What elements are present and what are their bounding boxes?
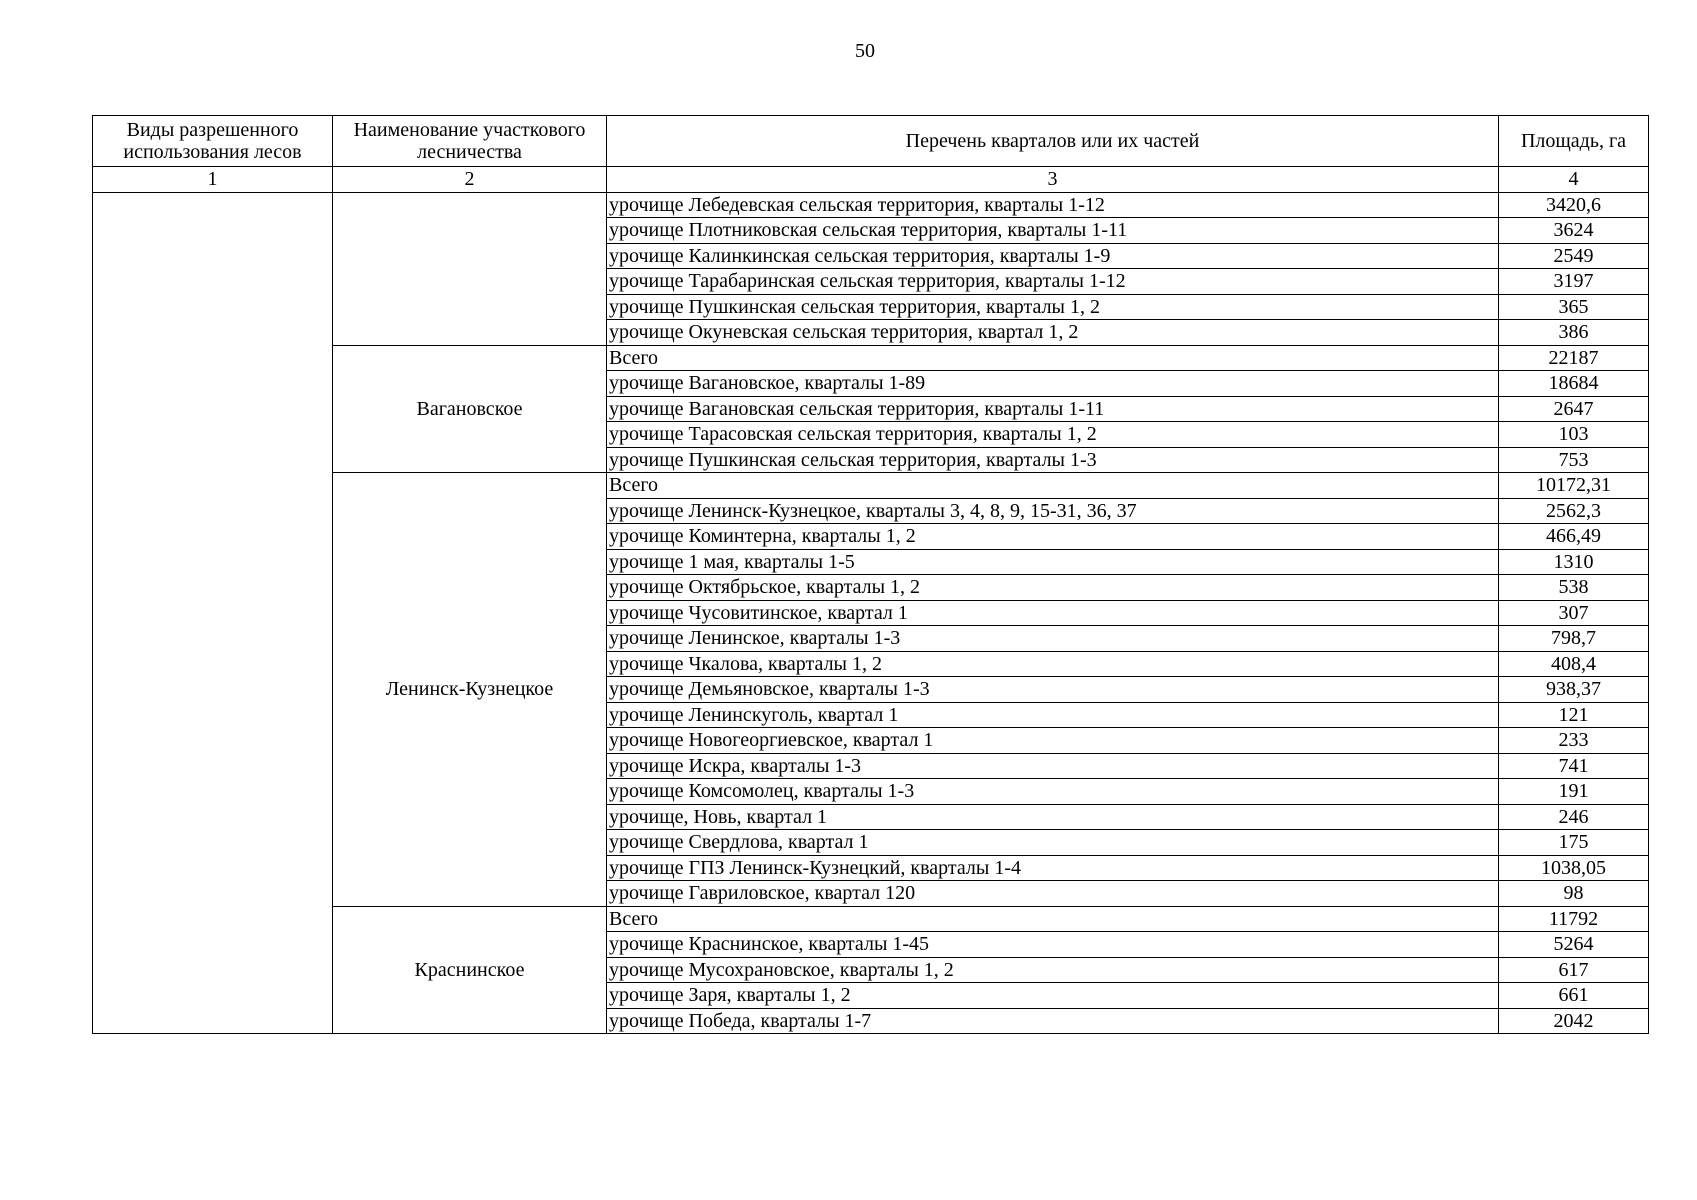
quarters-cell: урочище Искра, кварталы 1-3 bbox=[607, 753, 1499, 779]
area-cell: 191 bbox=[1499, 779, 1649, 805]
column-number: 3 bbox=[607, 167, 1499, 193]
table-body bbox=[93, 192, 1649, 1034]
area-cell: 307 bbox=[1499, 600, 1649, 626]
area-cell: 538 bbox=[1499, 575, 1649, 601]
area-cell: 1310 bbox=[1499, 549, 1649, 575]
area-cell: 2562,3 bbox=[1499, 498, 1649, 524]
area-cell: 753 bbox=[1499, 447, 1649, 473]
quarters-cell: Всего bbox=[607, 473, 1499, 499]
area-cell: 121 bbox=[1499, 702, 1649, 728]
column-number: 4 bbox=[1499, 167, 1649, 193]
header-area: Площадь, га bbox=[1499, 116, 1649, 167]
quarters-cell: урочище ГПЗ Ленинск-Кузнецкий, кварталы 1-4 bbox=[607, 855, 1499, 881]
area-cell: 2647 bbox=[1499, 396, 1649, 422]
header-forestry-name: Наименование участкового лесничества bbox=[333, 116, 607, 167]
area-cell: 103 bbox=[1499, 422, 1649, 448]
table-row bbox=[93, 192, 1649, 218]
quarters-cell: урочище, Новь, квартал 1 bbox=[607, 804, 1499, 830]
area-cell: 2549 bbox=[1499, 243, 1649, 269]
area-cell: 175 bbox=[1499, 830, 1649, 856]
quarters-cell: урочище Ленинскуголь, квартал 1 bbox=[607, 702, 1499, 728]
area-cell: 233 bbox=[1499, 728, 1649, 754]
area-cell: 3197 bbox=[1499, 269, 1649, 295]
area-cell: 3420,6 bbox=[1499, 192, 1649, 218]
forest-quarters-table bbox=[92, 115, 1649, 1034]
usage-type-cell bbox=[93, 192, 333, 1034]
quarters-cell: Всего bbox=[607, 345, 1499, 371]
area-cell: 2042 bbox=[1499, 1008, 1649, 1034]
column-number-row bbox=[93, 167, 1649, 193]
quarters-cell: урочище Демьяновское, кварталы 1-3 bbox=[607, 677, 1499, 703]
area-cell: 3624 bbox=[1499, 218, 1649, 244]
column-number: 1 bbox=[93, 167, 333, 193]
quarters-cell: урочище Лебедевская сельская территория, кварталы 1-12 bbox=[607, 192, 1499, 218]
quarters-cell: урочище Заря, кварталы 1, 2 bbox=[607, 983, 1499, 1009]
area-cell: 5264 bbox=[1499, 932, 1649, 958]
header-usage-types: Виды разрешенного использования лесов bbox=[93, 116, 333, 167]
quarters-cell: урочище Гавриловское, квартал 120 bbox=[607, 881, 1499, 907]
area-cell: 18684 bbox=[1499, 371, 1649, 397]
forestry-name-cell: Вагановское bbox=[333, 345, 607, 473]
quarters-cell: урочище Новогеоргиевское, квартал 1 bbox=[607, 728, 1499, 754]
quarters-cell: урочище Чкалова, кварталы 1, 2 bbox=[607, 651, 1499, 677]
area-cell: 741 bbox=[1499, 753, 1649, 779]
forestry-name-cell bbox=[333, 192, 607, 345]
quarters-cell: урочище Комсомолец, кварталы 1-3 bbox=[607, 779, 1499, 805]
area-cell: 246 bbox=[1499, 804, 1649, 830]
area-cell: 11792 bbox=[1499, 906, 1649, 932]
quarters-cell: урочище Вагановское, кварталы 1-89 bbox=[607, 371, 1499, 397]
area-cell: 1038,05 bbox=[1499, 855, 1649, 881]
area-cell: 365 bbox=[1499, 294, 1649, 320]
forestry-name-cell: Ленинск-Кузнецкое bbox=[333, 473, 607, 907]
area-cell: 466,49 bbox=[1499, 524, 1649, 550]
quarters-cell: урочище Ленинск-Кузнецкое, кварталы 3, 4, 8, 9, 15-31, 36, 37 bbox=[607, 498, 1499, 524]
quarters-cell: урочище Калинкинская сельская территория, кварталы 1-9 bbox=[607, 243, 1499, 269]
area-cell: 10172,31 bbox=[1499, 473, 1649, 499]
quarters-cell: урочище Пушкинская сельская территория, кварталы 1-3 bbox=[607, 447, 1499, 473]
quarters-cell: урочище Плотниковская сельская территория, кварталы 1-11 bbox=[607, 218, 1499, 244]
area-cell: 798,7 bbox=[1499, 626, 1649, 652]
quarters-cell: урочище Октябрьское, кварталы 1, 2 bbox=[607, 575, 1499, 601]
quarters-cell: урочище Пушкинская сельская территория, кварталы 1, 2 bbox=[607, 294, 1499, 320]
area-cell: 408,4 bbox=[1499, 651, 1649, 677]
column-number: 2 bbox=[333, 167, 607, 193]
quarters-cell: урочище Победа, кварталы 1-7 bbox=[607, 1008, 1499, 1034]
area-cell: 661 bbox=[1499, 983, 1649, 1009]
area-cell: 386 bbox=[1499, 320, 1649, 346]
area-cell: 98 bbox=[1499, 881, 1649, 907]
quarters-cell: урочище Свердлова, квартал 1 bbox=[607, 830, 1499, 856]
quarters-cell: Всего bbox=[607, 906, 1499, 932]
area-cell: 938,37 bbox=[1499, 677, 1649, 703]
quarters-cell: урочище Краснинское, кварталы 1-45 bbox=[607, 932, 1499, 958]
quarters-cell: урочище Мусохрановское, кварталы 1, 2 bbox=[607, 957, 1499, 983]
area-cell: 617 bbox=[1499, 957, 1649, 983]
forestry-name-cell: Краснинское bbox=[333, 906, 607, 1034]
quarters-cell: урочище 1 мая, кварталы 1-5 bbox=[607, 549, 1499, 575]
area-cell: 22187 bbox=[1499, 345, 1649, 371]
quarters-cell: урочище Ленинское, кварталы 1-3 bbox=[607, 626, 1499, 652]
table-header-row bbox=[93, 116, 1649, 167]
quarters-cell: урочище Вагановская сельская территория, кварталы 1-11 bbox=[607, 396, 1499, 422]
quarters-cell: урочище Тарасовская сельская территория, кварталы 1, 2 bbox=[607, 422, 1499, 448]
header-quarters-list: Перечень кварталов или их частей bbox=[607, 116, 1499, 167]
quarters-cell: урочище Коминтерна, кварталы 1, 2 bbox=[607, 524, 1499, 550]
quarters-cell: урочище Чусовитинское, квартал 1 bbox=[607, 600, 1499, 626]
quarters-cell: урочище Окуневская сельская территория, квартал 1, 2 bbox=[607, 320, 1499, 346]
page-number: 50 bbox=[855, 40, 875, 62]
quarters-cell: урочище Тарабаринская сельская территория, кварталы 1-12 bbox=[607, 269, 1499, 295]
